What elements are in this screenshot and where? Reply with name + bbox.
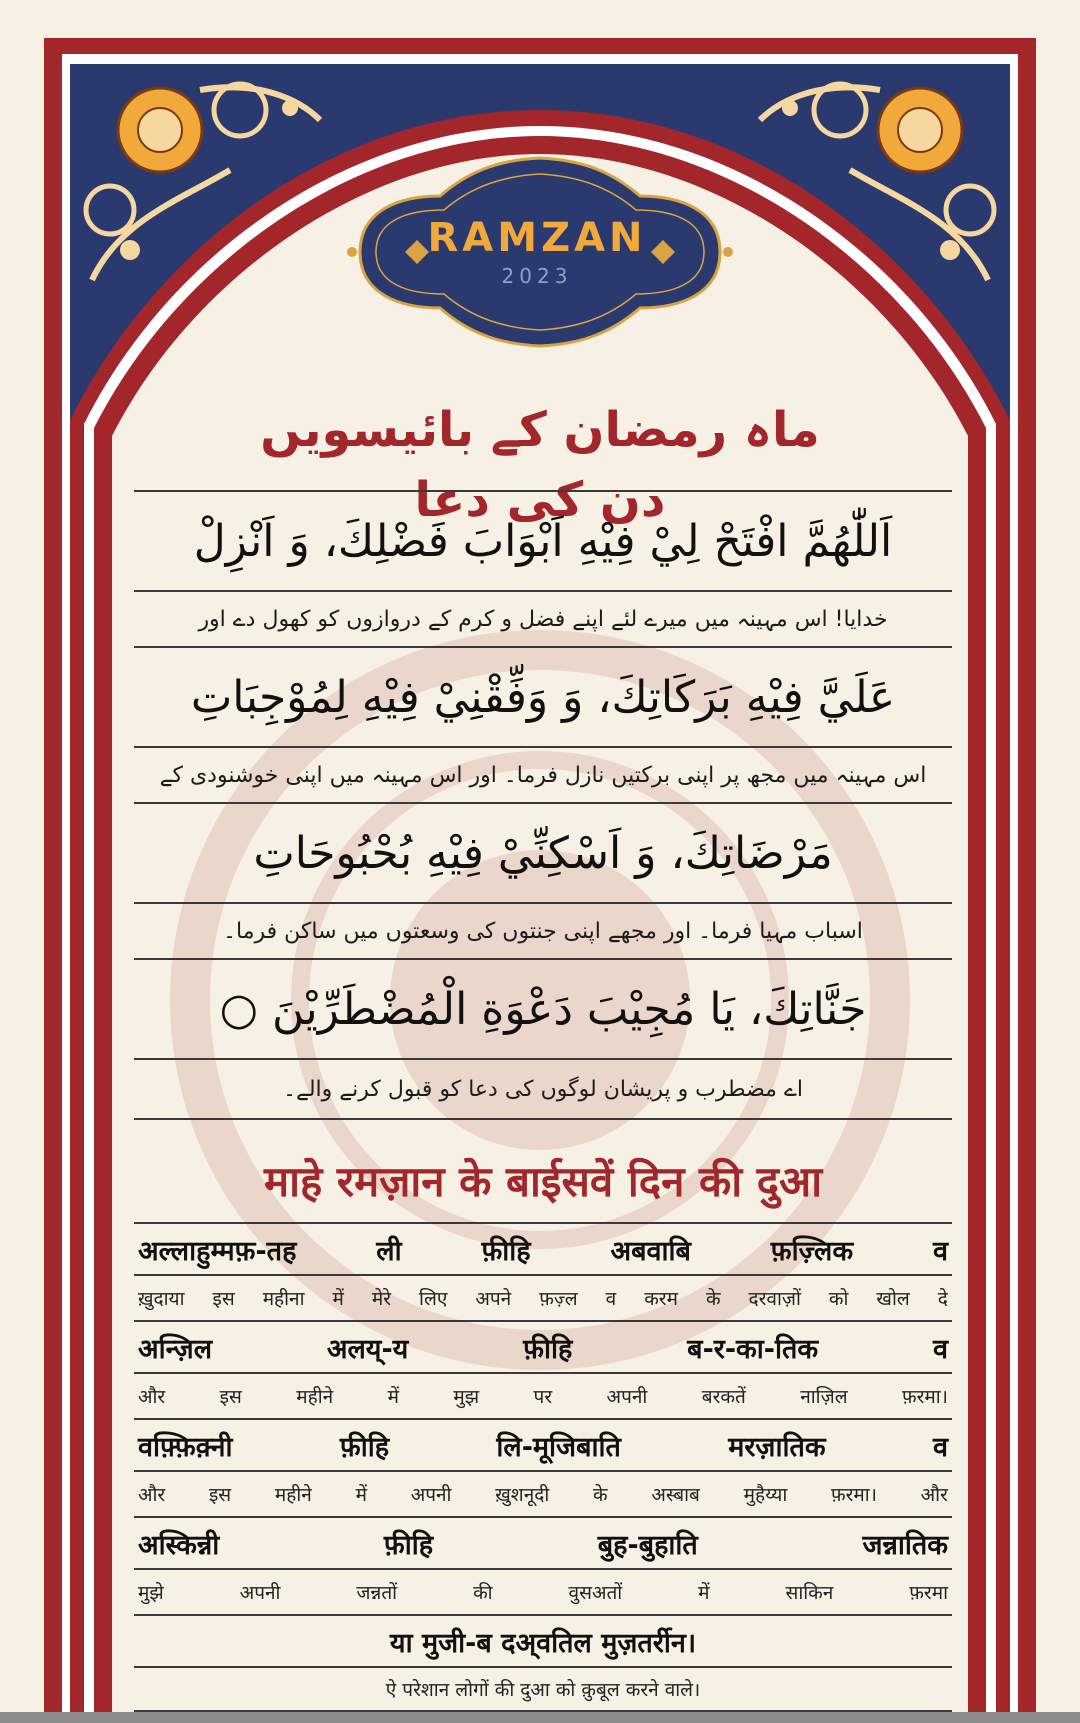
hindi-word: फ़ीहि <box>383 1529 434 1561</box>
hindi-word: फ़ज़्ल <box>539 1288 578 1310</box>
hindi-word: मेरे <box>371 1288 392 1310</box>
urdu-translation: اس مہینہ میں مجھ پر اپنی برکتیں نازل فرما۔ اور اس مہینہ میں اپنی خوشنودی کے <box>159 762 927 788</box>
hindi-word: पर <box>533 1386 553 1408</box>
urdu-line-3 <box>134 902 952 958</box>
hindi-word: ख़ुशनूदी <box>495 1484 550 1506</box>
hindi-word: महीने <box>274 1484 312 1506</box>
hindi-line-7 <box>134 1516 952 1568</box>
hindi-word: करम <box>644 1288 678 1310</box>
hindi-line-3 <box>134 1320 952 1372</box>
hindi-word: व <box>932 1235 948 1267</box>
hindi-word: में <box>387 1386 399 1408</box>
hindi-word: में <box>332 1288 344 1310</box>
hindi-word: अन्ज़िल <box>138 1333 213 1365</box>
hindi-word: फ़रमा। <box>831 1484 877 1506</box>
hindi-word: इस <box>208 1484 232 1506</box>
badge-year: 2023 <box>501 264 573 288</box>
hindi-title: माहे रमज़ान के बाईसवें दिन की दुआ <box>263 1157 822 1206</box>
hindi-word: नाज़िल <box>800 1386 848 1408</box>
hindi-word: महीना <box>262 1288 305 1310</box>
hindi-word: लि-मूजिबाति <box>496 1431 621 1463</box>
hindi-line-2 <box>134 1274 952 1320</box>
hindi-word: अपनी <box>239 1582 281 1604</box>
hindi-word: दे <box>937 1288 948 1310</box>
arabic-line-4 <box>134 958 952 1058</box>
urdu-translation: خدایا! اس مہینہ میں میرے لئے اپنے فضل و کرم کے دروازوں کو کھول دے اور <box>198 606 888 632</box>
hindi-word: व <box>932 1431 948 1463</box>
hindi-line-1 <box>134 1222 952 1274</box>
hindi-word: लिए <box>419 1288 448 1310</box>
urdu-line-1 <box>134 590 952 646</box>
hindi-word: अस्बाब <box>651 1484 700 1506</box>
bottom-bar <box>0 1712 1080 1723</box>
hindi-word: ब-र-का-तिक <box>687 1333 819 1365</box>
ramzan-badge <box>372 178 702 328</box>
hindi-word: को <box>828 1288 849 1310</box>
hindi-word: अस्किन्नी <box>138 1529 220 1561</box>
hindi-word: ली <box>376 1235 402 1267</box>
urdu-line-4 <box>134 1058 952 1120</box>
hindi-word: की <box>473 1582 493 1604</box>
hindi-word: साकिन <box>785 1582 834 1604</box>
hindi-word: खोल <box>876 1288 910 1310</box>
hindi-word: जन्नतों <box>356 1582 398 1604</box>
hindi-word: मुझ <box>453 1386 480 1408</box>
hindi-word: दरवाज़ों <box>748 1288 801 1310</box>
hindi-word: व <box>605 1288 617 1310</box>
urdu-line-2 <box>134 746 952 802</box>
urdu-translation: اے مضطرب و پریشان لوگوں کی دعا کو قبول کرنے والے۔ <box>283 1076 803 1102</box>
hindi-word: के <box>593 1484 608 1506</box>
arabic-line-2 <box>134 646 952 746</box>
hindi-word: मरज़ातिक <box>728 1431 826 1463</box>
hindi-word: वुसअतों <box>568 1582 623 1604</box>
hindi-word: फ़रमा। <box>902 1386 948 1408</box>
hindi-word: फ़ीहि <box>523 1333 573 1365</box>
urdu-translation: اسباب مہیا فرما۔ اور مجھے اپنی جنتوں کی وسعتوں میں ساکن فرما۔ <box>223 918 863 944</box>
hindi-word: इस <box>212 1288 235 1310</box>
hindi-word: महीने <box>296 1386 334 1408</box>
hindi-word: जन्नातिक <box>862 1529 948 1561</box>
hindi-word: में <box>355 1484 367 1506</box>
hindi-word: और <box>920 1484 948 1506</box>
hindi-word: मुझे <box>138 1582 164 1604</box>
hindi-line-5 <box>134 1418 952 1470</box>
hindi-word: ऐ परेशान लोगों की दुआ को क़ुबूल करने वाले। <box>385 1679 701 1701</box>
hindi-word: में <box>698 1582 710 1604</box>
arabic-text: مَرْضَاتِكَ، وَ اَسْكِنِّيْ فِيْهِ بُحْبُوحَاتِ <box>253 827 833 879</box>
badge-title: RAMZAN <box>427 215 647 261</box>
hindi-word: वफ़्फ़िक़्नी <box>138 1431 233 1463</box>
hindi-word: फ़ज़्लिक <box>770 1235 854 1267</box>
hindi-word: फ़रमा <box>909 1582 948 1604</box>
hindi-line-8 <box>134 1568 952 1614</box>
hindi-word: अलय्-य <box>326 1333 409 1365</box>
hindi-line-9 <box>134 1614 952 1666</box>
hindi-word: के <box>705 1288 721 1310</box>
arabic-text: اَللّٰهُمَّ افْتَحْ لِيْ فِيْهِ اَبْوَابَ فَضْلِكَ، وَ اَنْزِلْ <box>193 515 893 567</box>
arabic-line-1 <box>134 490 952 590</box>
hindi-word: बरकतें <box>701 1386 746 1408</box>
hindi-word: बुह-बुहाति <box>597 1529 698 1561</box>
arabic-line-3 <box>134 802 952 902</box>
hindi-word: और <box>138 1484 166 1506</box>
hindi-word: अपनी <box>606 1386 648 1408</box>
arabic-text: عَلَيَّ فِيْهِ بَرَكَاتِكَ، وَ وَفِّقْنِيْ فِيْهِ لِمُوْجِبَاتِ <box>190 671 896 723</box>
hindi-line-10 <box>134 1666 952 1712</box>
hindi-word: ख़ुदाया <box>138 1288 185 1310</box>
arabic-text: جَنَّاتِكَ، يَا مُجِيْبَ دَعْوَةِ الْمُضْطَرِّيْنَ ○ <box>219 983 867 1035</box>
hindi-line-6 <box>134 1470 952 1516</box>
hindi-word: मुहैय्या <box>743 1484 788 1506</box>
hindi-word: अपने <box>475 1288 512 1310</box>
hindi-word: या मुजी-ब दअ्वतिल मुज़तर्रीन। <box>389 1627 697 1659</box>
hindi-word: अल्लाहुम्मफ़-तह <box>138 1235 297 1267</box>
hindi-word: फ़ीहि <box>339 1431 390 1463</box>
hindi-line-4 <box>134 1372 952 1418</box>
urdu-title: ماہ رمضان کے بائیسویں دن کی دعا <box>260 402 820 528</box>
hindi-word: अबवाबि <box>610 1235 691 1267</box>
hindi-word: और <box>138 1386 166 1408</box>
hindi-word: अपनी <box>410 1484 452 1506</box>
hindi-word: व <box>932 1333 948 1365</box>
hindi-word: इस <box>219 1386 242 1408</box>
hindi-word: फ़ीहि <box>481 1235 531 1267</box>
